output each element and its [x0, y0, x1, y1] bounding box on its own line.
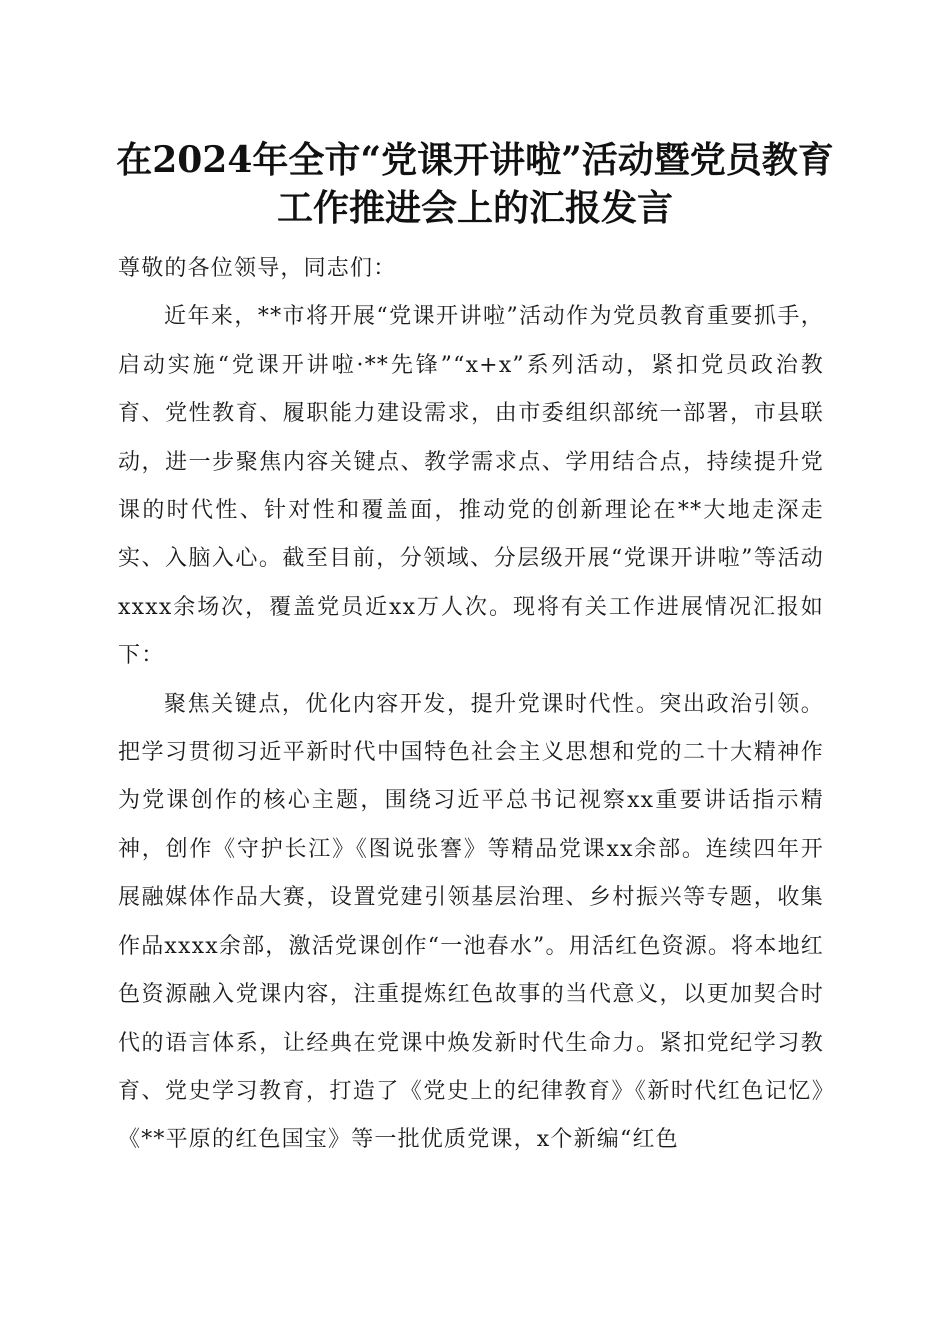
document-body [118, 245, 824, 1165]
paragraph-content-development: 聚焦关键点，优化内容开发，提升党课时代性。突出政治引领。把学习贯彻习近平新时代中国特色社会主义思想和党的二十大精神作为党课创作的核心主题，围绕习近平总书记视察xx重要讲话指示精神，创作《守护长江》《图说张謇》等精品党课xx余部。连续四年开展融媒体作品大赛，设置党建引领基层治理、乡村振兴等专题，收集作品xxxx余部，激活党课创作“一池春水”。用活红色资源。将本地红色资源融入党课内容，注重提炼红色故事的当代意义，以更加契合时代的语言体系，让经典在党课中焕发新时代生命力。紧扣党纪学习教育、党史学习教育，打造了《党史上的纪律教育》《新时代红色记忆》《**平原的红色国宝》等一批优质党课，x个新编“红色 [118, 691, 824, 1153]
document-title: 在2024年全市“党课开讲啦”活动暨党员教育工作推进会上的汇报发言 [116, 139, 834, 229]
salutation: 尊敬的各位领导，同志们： [118, 256, 397, 281]
paragraph-intro: 近年来，**市将开展“党课开讲啦”活动作为党员教育重要抓手，启动实施“党课开讲啦·**先锋”“x+x”系列活动，紧扣党员政治教育、党性教育、履职能力建设需求，由市委组织部统一部署，市县联动，进一步聚焦内容关键点、教学需求点、学用结合点，持续提升党课的时代性、针对性和覆盖面，推动党的创新理论在**大地走深走实、入脑入心。截至目前，分领域、分层级开展“党课开讲啦”等活动xxxx余场次，覆盖党员近xx万人次。现将有关工作进展情况汇报如下： [118, 304, 824, 669]
